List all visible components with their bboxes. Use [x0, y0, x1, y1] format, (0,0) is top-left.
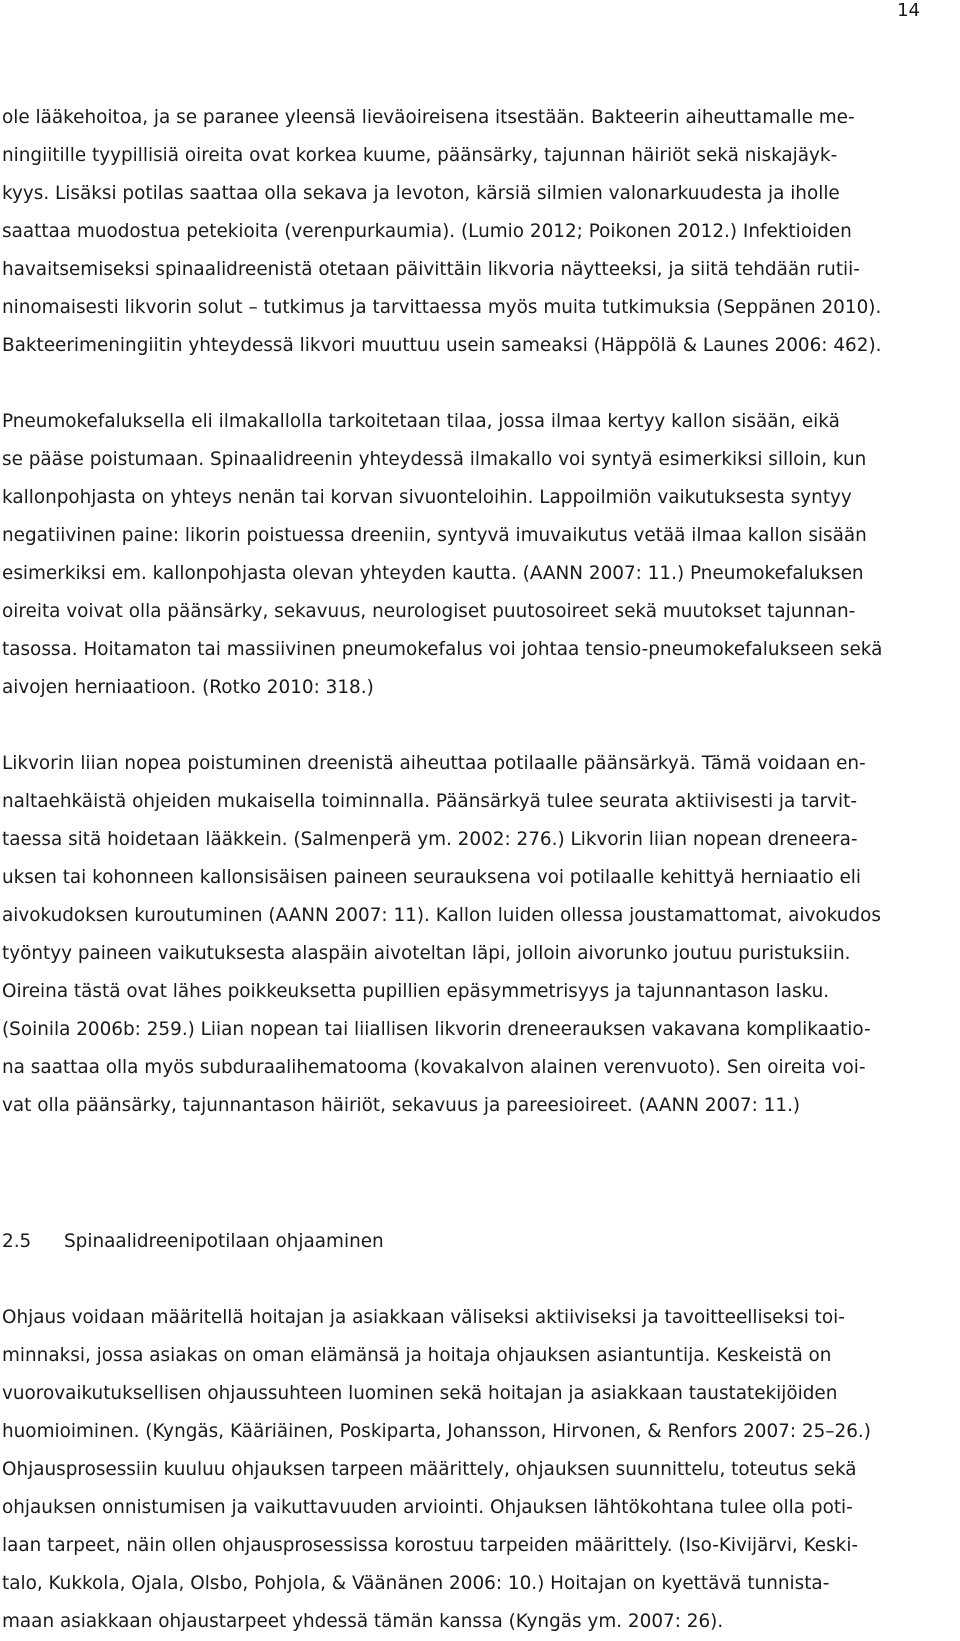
text-line: uksen tai kohonneen kallonsisäisen paineen seurauksena voi potilaalle kehittyä herniaatio eli — [2, 867, 862, 888]
text-line: se pääse poistumaan. Spinaalidreenin yhteydessä ilmakallo voi syntyä esimerkiksi silloin, kun — [2, 449, 867, 470]
text-line: Ohjaus voidaan määritellä hoitajan ja asiakkaan väliseksi aktiiviseksi ja tavoitteelliseksi toi- — [2, 1307, 845, 1328]
section-title: Spinaalidreenipotilaan ohjaaminen — [64, 1231, 384, 1252]
text-line: kyys. Lisäksi potilas saattaa olla sekava ja levoton, kärsiä silmien valonarkuudesta ja iholle — [2, 183, 840, 204]
text-line: negatiivinen paine: likorin poistuessa dreeniin, syntyvä imuvaikutus vetää ilmaa kallon sisään — [2, 525, 867, 546]
section-number: 2.5 — [2, 1231, 32, 1252]
text-line: huomioiminen. (Kyngäs, Kääriäinen, Poskiparta, Johansson, Hirvonen, & Renfors 2007: 25–26.) — [2, 1421, 871, 1442]
text-line: Ohjausprosessiin kuuluu ohjauksen tarpeen määrittely, ohjauksen suunnittelu, toteutus sekä — [2, 1459, 857, 1480]
text-line: maan asiakkaan ohjaustarpeet yhdessä tämän kanssa (Kyngäs ym. 2007: 26). — [2, 1611, 724, 1632]
text-line: na saattaa olla myös subduraalihematooma (kovakalvon alainen verenvuoto). Sen oireita voi- — [2, 1057, 866, 1078]
text-line: ole lääkehoitoa, ja se paranee yleensä lieväoireisena itsestään. Bakteerin aiheuttamalle me- — [2, 107, 855, 128]
text-line: (Soinila 2006b: 259.) Liian nopean tai liiallisen likvorin dreneerauksen vakavana komplikaatio- — [2, 1019, 871, 1040]
text-line: Likvorin liian nopea poistuminen dreenistä aiheuttaa potilaalle päänsärkyä. Tämä voidaan en- — [2, 753, 866, 774]
text-line: ohjauksen onnistumisen ja vaikuttavuuden arviointi. Ohjauksen lähtökohtana tulee olla poti- — [2, 1497, 853, 1518]
text-line: Pneumokefaluksella eli ilmakallolla tarkoitetaan tilaa, jossa ilmaa kertyy kallon sisään, eikä — [2, 411, 840, 432]
page-number: 14 — [897, 0, 920, 21]
paragraph-headache-herniation — [2, 745, 881, 1125]
text-line: Bakteerimeningiitin yhteydessä likvori muuttuu usein sameaksi (Häppölä & Launes 2006: 462). — [2, 335, 882, 356]
text-line: aivojen herniaatioon. (Rotko 2010: 318.) — [2, 677, 374, 698]
text-line: ningiitille tyypillisiä oireita ovat korkea kuume, päänsärky, tajunnan häiriöt sekä niskajäyk- — [2, 145, 838, 166]
text-line: naltaehkäistä ohjeiden mukaisella toiminnalla. Päänsärkyä tulee seurata aktiivisesti ja tarvit- — [2, 791, 858, 812]
text-line: minnaksi, jossa asiakas on oman elämänsä ja hoitaja ohjauksen asiantuntija. Keskeistä on — [2, 1345, 832, 1366]
paragraph-meningitis — [2, 99, 881, 365]
text-line: esimerkiksi em. kallonpohjasta olevan yhteyden kautta. (AANN 2007: 11.) Pneumokefaluksen — [2, 563, 864, 584]
text-line: tasossa. Hoitamaton tai massiivinen pneumokefalus voi johtaa tensio-pneumokefalukseen sekä — [2, 639, 883, 660]
section-heading — [2, 1223, 384, 1261]
text-line: laan tarpeet, näin ollen ohjausprosessissa korostuu tarpeiden määrittely. (Iso-Kivijärvi, Keski- — [2, 1535, 859, 1556]
text-line: taessa sitä hoidetaan lääkkein. (Salmenperä ym. 2002: 276.) Likvorin liian nopean dreneera- — [2, 829, 858, 850]
text-line: havaitsemiseksi spinaalidreenistä otetaan päivittäin likvoria näytteeksi, ja siitä tehdään rutii- — [2, 259, 860, 280]
text-line: talo, Kukkola, Ojala, Olsbo, Pohjola, & Väänänen 2006: 10.) Hoitajan on kyettävä tunnista- — [2, 1573, 830, 1594]
text-line: Oireina tästä ovat lähes poikkeuksetta pupillien epäsymmetrisyys ja tajunnantason lasku. — [2, 981, 830, 1002]
paragraph-pneumocephalus — [2, 403, 882, 707]
text-line: aivokudoksen kuroutuminen (AANN 2007: 11). Kallon luiden ollessa joustamattomat, aivokudos — [2, 905, 881, 926]
paragraph-guidance — [2, 1299, 871, 1641]
text-line: vat olla päänsärky, tajunnantason häiriöt, sekavuus ja pareesioireet. (AANN 2007: 11.) — [2, 1095, 801, 1116]
text-line: saattaa muodostua petekioita (verenpurkaumia). (Lumio 2012; Poikonen 2012.) Infektioiden — [2, 221, 852, 242]
text-line: oireita voivat olla päänsärky, sekavuus, neurologiset puutosoireet sekä muutokset tajunnan- — [2, 601, 856, 622]
text-line: kallonpohjasta on yhteys nenän tai korvan sivuonteloihin. Lappoilmiön vaikutuksesta syntyy — [2, 487, 852, 508]
text-line: työntyy paineen vaikutuksesta alaspäin aivoteltan läpi, jolloin aivorunko joutuu puristuksiin. — [2, 943, 851, 964]
text-line: vuorovaikutuksellisen ohjaussuhteen luominen sekä hoitajan ja asiakkaan taustatekijöiden — [2, 1383, 838, 1404]
text-line: ninomaisesti likvorin solut – tutkimus ja tarvittaessa myös muita tutkimuksia (Seppänen 2010). — [2, 297, 882, 318]
